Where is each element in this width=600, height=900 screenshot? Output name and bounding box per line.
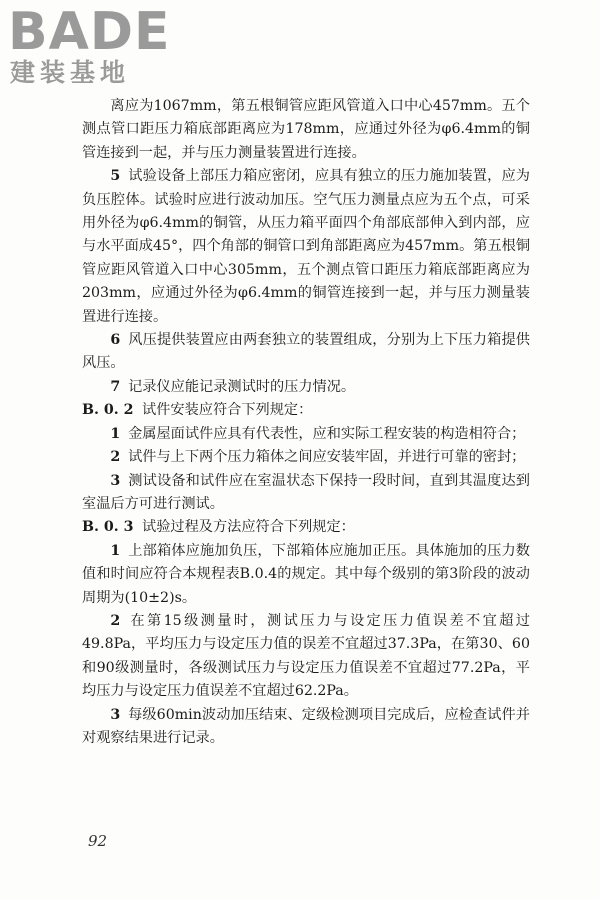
item-3 — [82, 704, 530, 751]
item-number: 7 — [110, 378, 121, 395]
clause-text: 试验过程及方法应符合下列规定： — [142, 519, 355, 536]
item-number: 1 — [110, 542, 121, 559]
clause-number: B. 0. 2 — [82, 402, 134, 419]
clause-b02 — [82, 399, 530, 422]
item-number: 3 — [110, 472, 121, 489]
item-5 — [82, 165, 530, 329]
clause-number: B. 0. 3 — [82, 519, 134, 536]
paragraph-text: 在第15级测量时，测试压力与设定压力值误差不宜超过49.8Pa，平均压力与设定压力值的误差不宜超过37.3Pa，在第30、60和90级测量时，各级测试压力与设定压力值误差不宜超过77.2Pa，平均压力与设定压力值误差不宜超过62.2Pa。 — [82, 612, 530, 700]
paragraph-text: 每级60min波动加压结束、定级检测项目完成后，应检查试件并对观察结果进行记录。 — [82, 706, 530, 746]
bade-logo — [8, 4, 178, 94]
item-number: 1 — [110, 425, 121, 442]
paragraph-text: 试验设备上部压力箱应密闭，应具有独立的压力施加装置，应为负压腔体。试验时应进行波动加压。空气压力测量点应为五个点，可采用外径为φ6.4mm的铜管，从压力箱平面四个角部底部伸入到内部，应与水平面成45°，四个角部的铜管口到角部距离应为457mm。第五根铜管应距风管道入口中心305mm，五个测点管口距压力箱底部距离应为203mm，应通过外径为φ6.4mm的铜管连接到一起，并与压力测量装置进行连接。 — [82, 168, 531, 325]
paragraph-text: 测试设备和试件应在室温状态下保持一段时间，直到其温度达到室温后方可进行测试。 — [82, 472, 530, 512]
paragraph-text: 上部箱体应施加负压，下部箱体应施加正压。具体施加的压力数值和时间应符合本规程表B.0.4的规定。其中每个级别的第3阶段的波动周期为(10±2)s。 — [82, 542, 530, 606]
logo-wordmark: BADE — [8, 2, 171, 62]
item-number: 2 — [110, 449, 121, 466]
item-6 — [82, 329, 530, 376]
item-2 — [82, 610, 530, 704]
logo-subtitle: 建装基地 — [10, 58, 131, 87]
item-number: 2 — [110, 612, 121, 629]
body-text — [82, 95, 530, 750]
page-number: 92 — [88, 832, 108, 850]
item-7 — [82, 376, 530, 399]
paragraph-text: 离应为1067mm，第五根铜管应距风管道入口中心457mm。五个测点管口距压力箱底部距离应为178mm，应通过外径为φ6.4mm的铜管连接到一起，并与压力测量装置进行连接。 — [82, 98, 530, 161]
item-2 — [82, 446, 530, 469]
item-3 — [82, 470, 530, 517]
clause-text: 试件安装应符合下列规定： — [142, 402, 313, 419]
item-number: 5 — [110, 168, 121, 185]
clause-b03 — [82, 516, 530, 539]
item-number: 3 — [110, 706, 121, 723]
item-1 — [82, 423, 530, 446]
paragraph-text: 试件与上下两个压力箱体之间应安装牢固，并进行可靠的密封； — [128, 449, 526, 466]
item-1 — [82, 540, 530, 610]
item-number: 6 — [110, 332, 121, 349]
paragraph-continuation — [82, 95, 530, 165]
paragraph-text: 记录仪应能记录测试时的压力情况。 — [128, 378, 356, 395]
paragraph-text: 风压提供装置应由两套独立的装置组成，分别为上下压力箱提供风压。 — [82, 332, 530, 372]
paragraph-text: 金属屋面试件应具有代表性，应和实际工程安装的构造相符合； — [128, 425, 526, 442]
